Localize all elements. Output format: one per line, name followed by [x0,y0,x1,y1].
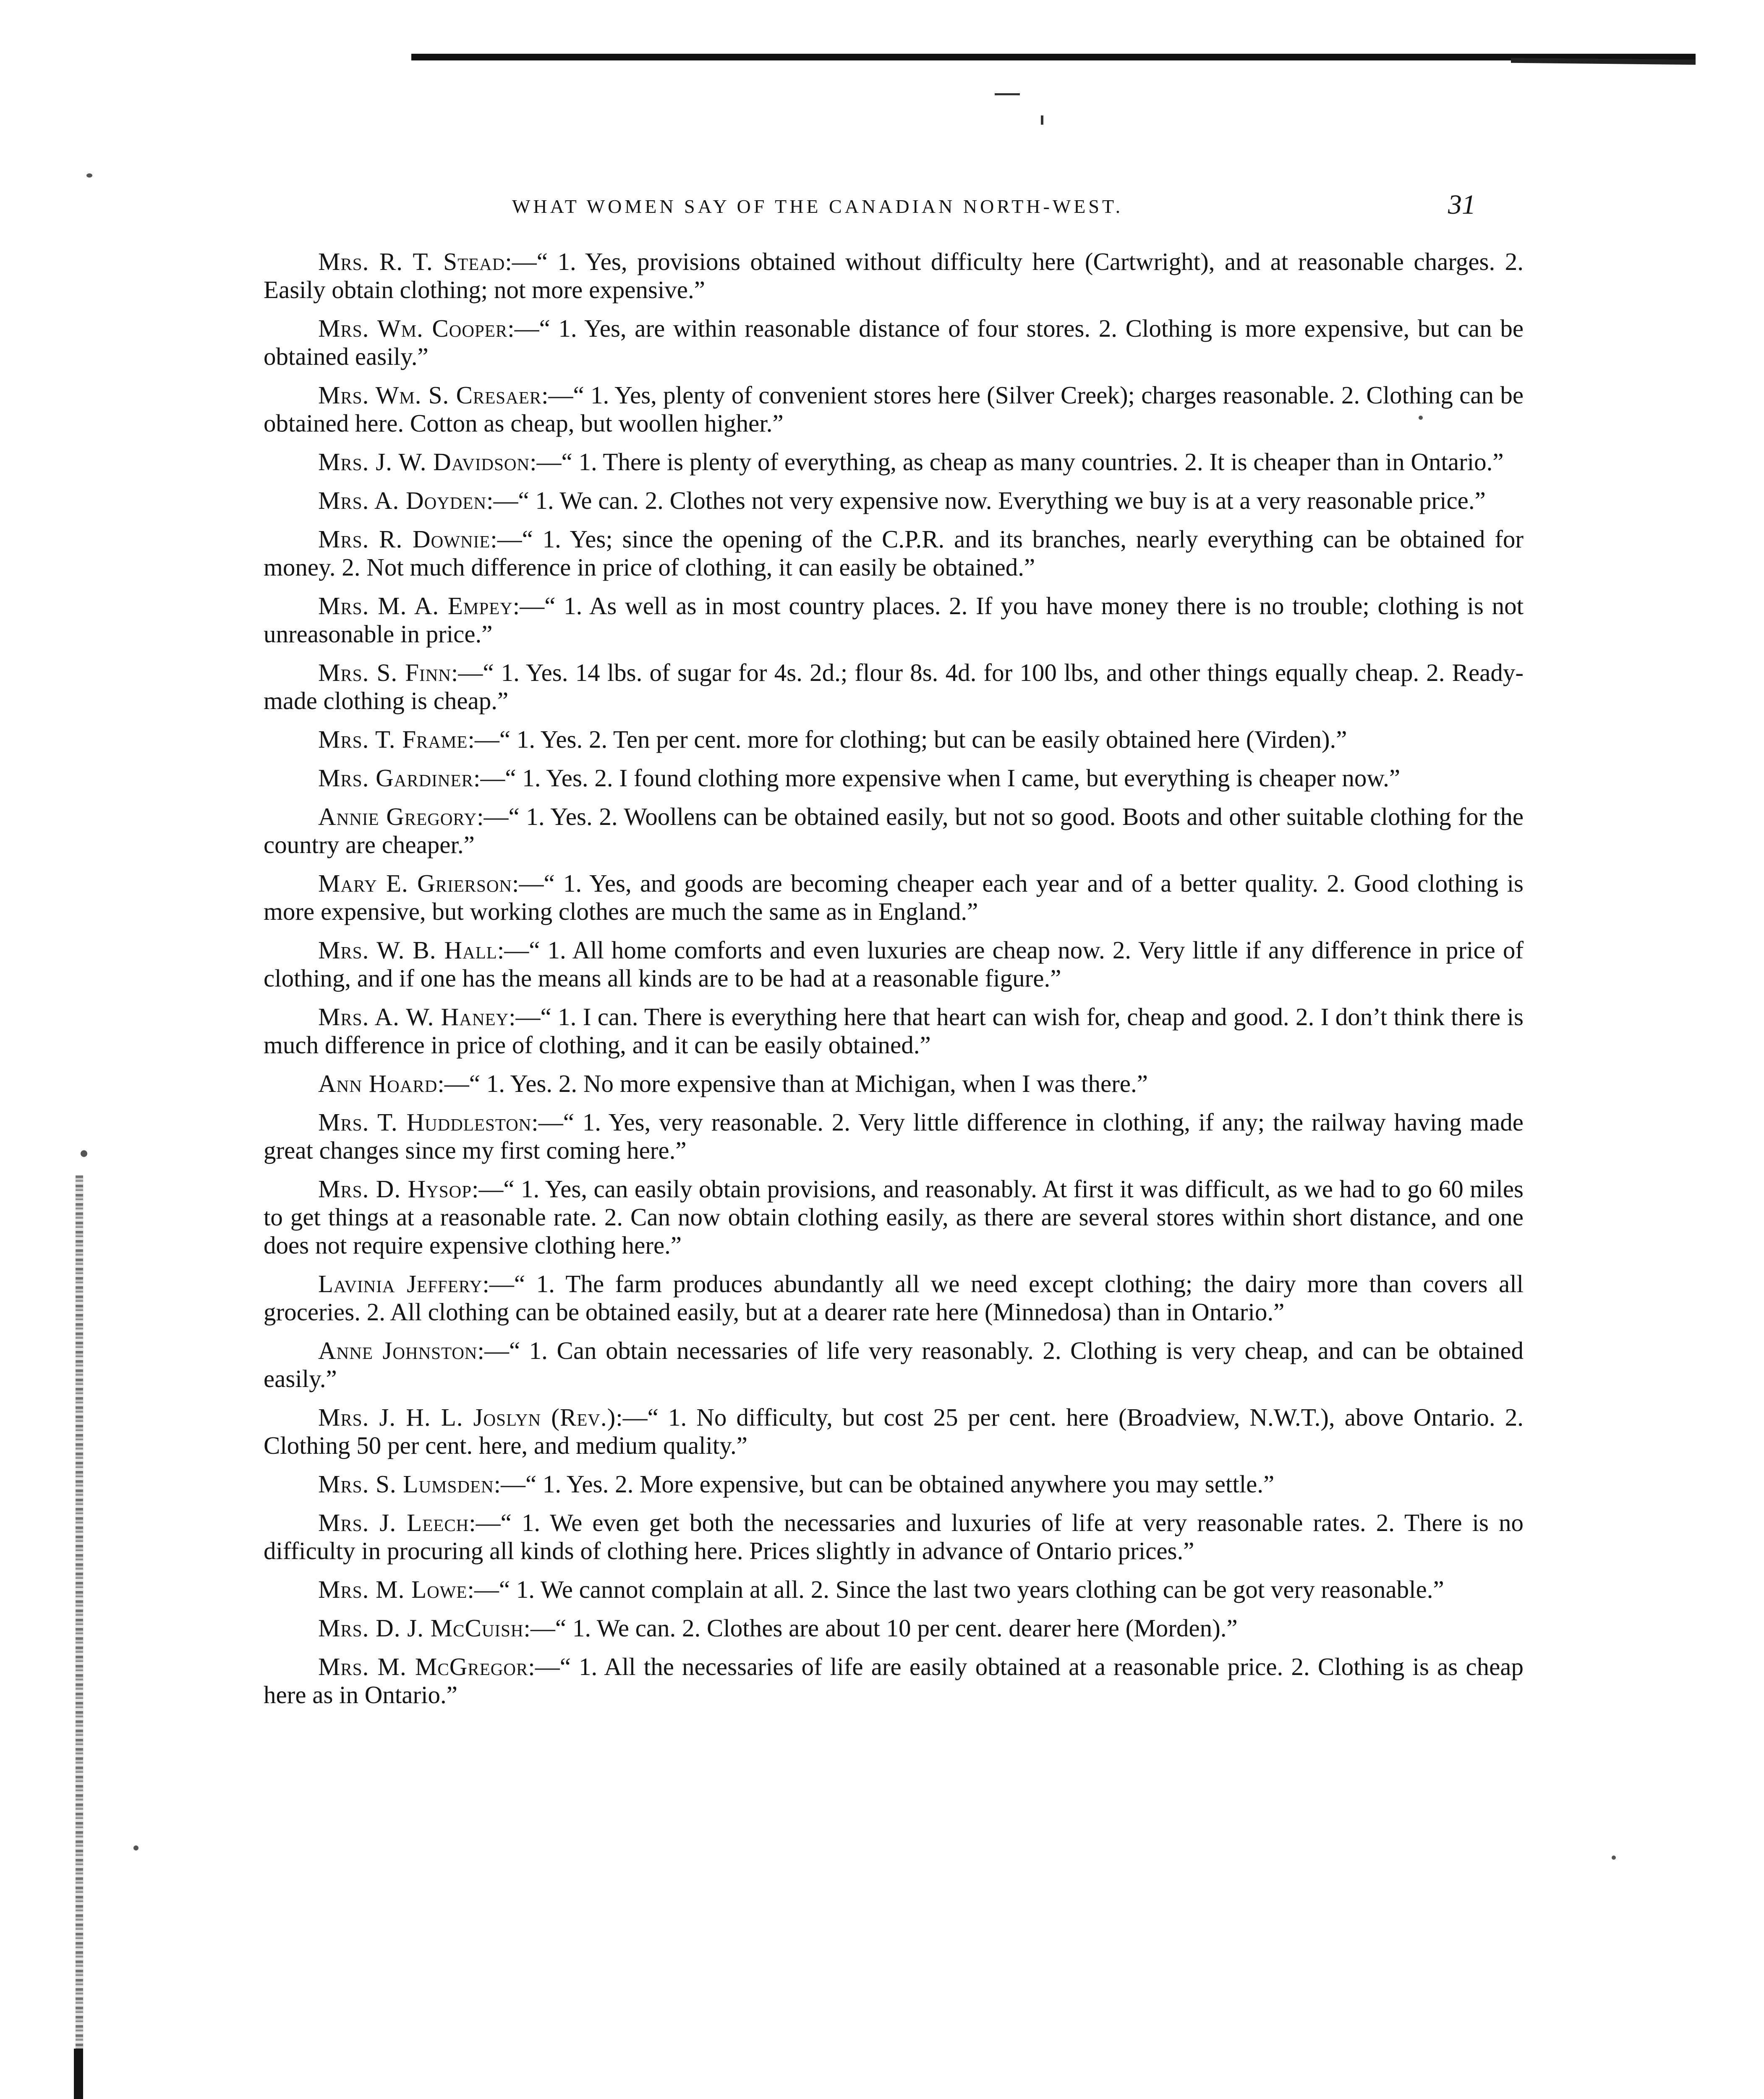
testimonial-text: :—“ 1. I can. There is everything here that heart can wish for, cheap and good. 2. I don’t think there is much difference in price of clothing, and it can be easily obtained.” [264,1003,1524,1059]
testimonial-entry [264,1003,1524,1059]
testimonial-entry [264,1470,1524,1498]
page-number: 31 [1448,189,1476,220]
speaker-name: Mrs. D. Hysop [318,1175,472,1203]
scan-speck [86,173,92,178]
scanned-page-edge [76,1175,83,2099]
testimonial-text: :—“ 1. Yes. 14 lbs. of sugar for 4s. 2d.; flour 8s. 4d. for 100 lbs, and other things equally cheap. 2. Ready-made clothing is cheap.” [264,659,1524,714]
speaker-name: Mrs. Gardiner [318,764,473,792]
testimonial-entry [264,448,1524,476]
speaker-name: Mrs. T. Huddleston [318,1108,532,1136]
speaker-name: Mrs. J. W. Davidson [318,448,530,476]
testimonial-text: :—“ 1. Yes, plenty of convenient stores here (Silver Creek); charges reasonable. 2. Clothing can be obtained here. Cotton as cheap, but woollen higher.” [264,381,1524,437]
speaker-name: Lavinia Jeffery [318,1270,483,1298]
speaker-name: Mrs. Wm. Cooper [318,314,508,342]
testimonial-text: :—“ 1. As well as in most country places. 2. If you have money there is no trouble; clothing is not unreasonable in price.” [264,592,1524,648]
speaker-name: Mrs. A. W. Haney [318,1003,509,1031]
testimonial-entry [264,525,1524,581]
speaker-name: Mrs. R. T. Stead [318,248,505,275]
testimonial-entry [264,1270,1524,1326]
speaker-name: Mrs. R. Downie [318,525,491,553]
testimonial-entry [264,936,1524,992]
testimonial-text: :—“ 1. We can. 2. Clothes are about 10 per cent. dearer here (Morden).” [523,1614,1238,1642]
scan-mark [995,93,1020,95]
testimonial-entry [264,1175,1524,1259]
speaker-name: Annie Gregory [318,803,477,830]
testimonial-text: :—“ 1. Yes. 2. More expensive, but can be obtained anywhere you may settle.” [494,1470,1275,1498]
testimonial-text: :—“ 1. Yes. 2. I found clothing more expensive when I came, but everything is cheaper now.” [473,764,1401,792]
testimonial-entry [264,1576,1524,1604]
testimonial-text: :—“ 1. We can. 2. Clothes not very expensive now. Everything we buy is at a very reasonable price.” [486,487,1486,514]
speaker-name: Ann Hoard [318,1070,438,1097]
speaker-name: Mrs. J. Leech [318,1509,469,1536]
scan-speck [1612,1856,1616,1860]
top-border-rule [411,54,1696,60]
speaker-name: Mrs. T. Frame [318,725,468,753]
testimonial-text: :—“ 1. Yes. 2. No more expensive than at Michigan, when I was there.” [437,1070,1148,1097]
speaker-name: Mrs. M. Lowe [318,1576,468,1603]
scan-speck [133,1845,139,1850]
speaker-name: Mrs. S. Finn [318,659,451,686]
testimonial-entry [264,1653,1524,1709]
testimonial-text: :—“ 1. Yes. 2. Woollens can be obtained easily, but not so good. Boots and other suitable clothing for the country are cheaper.” [264,803,1524,858]
testimonial-entry [264,1108,1524,1165]
speaker-name: Mrs. Wm. S. Cresaer [318,381,542,409]
testimonial-text: :—“ 1. Yes, provisions obtained without difficulty here (Cartwright), and at reasonable charges. 2. Easily obtain clothing; not more expensive.” [264,248,1524,304]
speaker-name: Mrs. W. B. Hall [318,936,497,964]
testimonial-entry [264,248,1524,304]
testimonial-text: :—“ 1. All the necessaries of life are easily obtained at a reasonable price. 2. Clothing is as cheap here as in Ontario.” [264,1653,1524,1709]
speaker-name: Mary E. Grierson [318,869,512,897]
testimonial-entry [264,1614,1524,1642]
speaker-name: Mrs. A. Doyden [318,487,487,514]
testimonial-text: :—“ 1. Yes, can easily obtain provisions, and reasonably. At first it was difficult, as we had to go 60 miles to get things at a reasonable rate. 2. Can now obtain clothing easily, as there are several stores within short distance, and one does not require expensive clothing here.” [264,1175,1524,1259]
testimonial-text: :—“ 1. We cannot complain at all. 2. Since the last two years clothing can be got very reasonable.” [467,1576,1444,1603]
testimonial-text: :—“ 1. The farm produces abundantly all we need except clothing; the dairy more than covers all groceries. 2. All clothing can be obtained easily, but at a dearer rate here (Minnedosa) than in Ontario.” [264,1270,1524,1326]
testimonial-entry [264,1509,1524,1565]
testimonial-entry [264,592,1524,648]
speaker-name: Mrs. J. H. L. Joslyn (Rev.) [318,1403,616,1431]
testimonial-entry [264,803,1524,859]
speaker-name: Mrs. S. Lumsden [318,1470,494,1498]
speaker-name: Anne Johnston [318,1337,478,1364]
scan-mark [1041,115,1043,125]
testimonial-text: :—“ 1. All home comforts and even luxuries are cheap now. 2. Very little if any difference in price of clothing, and if one has the means all kinds are to be had at a reasonable figure.” [264,936,1524,992]
testimonial-list [264,248,1524,1720]
testimonial-entry [264,659,1524,715]
testimonial-entry [264,869,1524,926]
testimonial-entry [264,487,1524,515]
speaker-name: Mrs. M. A. Empey [318,592,513,620]
speaker-name: Mrs. M. McGregor [318,1653,528,1680]
testimonial-text: :—“ 1. Yes. 2. Ten per cent. more for clothing; but can be easily obtained here (Virden).” [468,725,1347,753]
testimonial-entry [264,764,1524,792]
running-head: WHAT WOMEN SAY OF THE CANADIAN NORTH-WEST. [512,196,1124,217]
testimonial-entry [264,1337,1524,1393]
testimonial-text: :—“ 1. Yes, are within reasonable distance of four stores. 2. Clothing is more expensive, but can be obtained easily.” [264,314,1524,370]
testimonial-text: :—“ 1. Yes, very reasonable. 2. Very little difference in clothing, if any; the railway having made great changes since my first coming here.” [264,1108,1524,1164]
testimonial-entry [264,1070,1524,1098]
testimonial-text: :—“ 1. No difficulty, but cost 25 per cent. here (Broadview, N.W.T.), above Ontario. 2. Clothing 50 per cent. here, and medium quality.” [264,1403,1524,1459]
testimonial-text: :—“ 1. Yes; since the opening of the C.P.R. and its branches, nearly everything can be obtained for money. 2. Not much difference in price of clothing, it can easily be obtained.” [264,525,1524,581]
testimonial-entry [264,725,1524,754]
testimonial-text: :—“ 1. We even get both the necessaries and luxuries of life at very reasonable rates. 2. There is no difficulty in procuring all kinds of clothing here. Prices slightly in advance of Ontario prices.” [264,1509,1524,1565]
testimonial-text: :—“ 1. Yes, and goods are becoming cheaper each year and of a better quality. 2. Good clothing is more expensive, but working clothes are much the same as in England.” [264,869,1524,925]
testimonial-text: :—“ 1. Can obtain necessaries of life very reasonably. 2. Clothing is very cheap, and can be obtained easily.” [264,1337,1524,1392]
testimonial-entry [264,1403,1524,1460]
speaker-name: Mrs. D. J. McCuish [318,1614,524,1642]
scanned-page-edge-dark [74,2049,83,2099]
scan-speck [81,1150,87,1157]
testimonial-text: :—“ 1. There is plenty of everything, as cheap as many countries. 2. It is cheaper than in Ontario.” [530,448,1504,476]
testimonial-entry [264,314,1524,371]
testimonial-entry [264,381,1524,437]
